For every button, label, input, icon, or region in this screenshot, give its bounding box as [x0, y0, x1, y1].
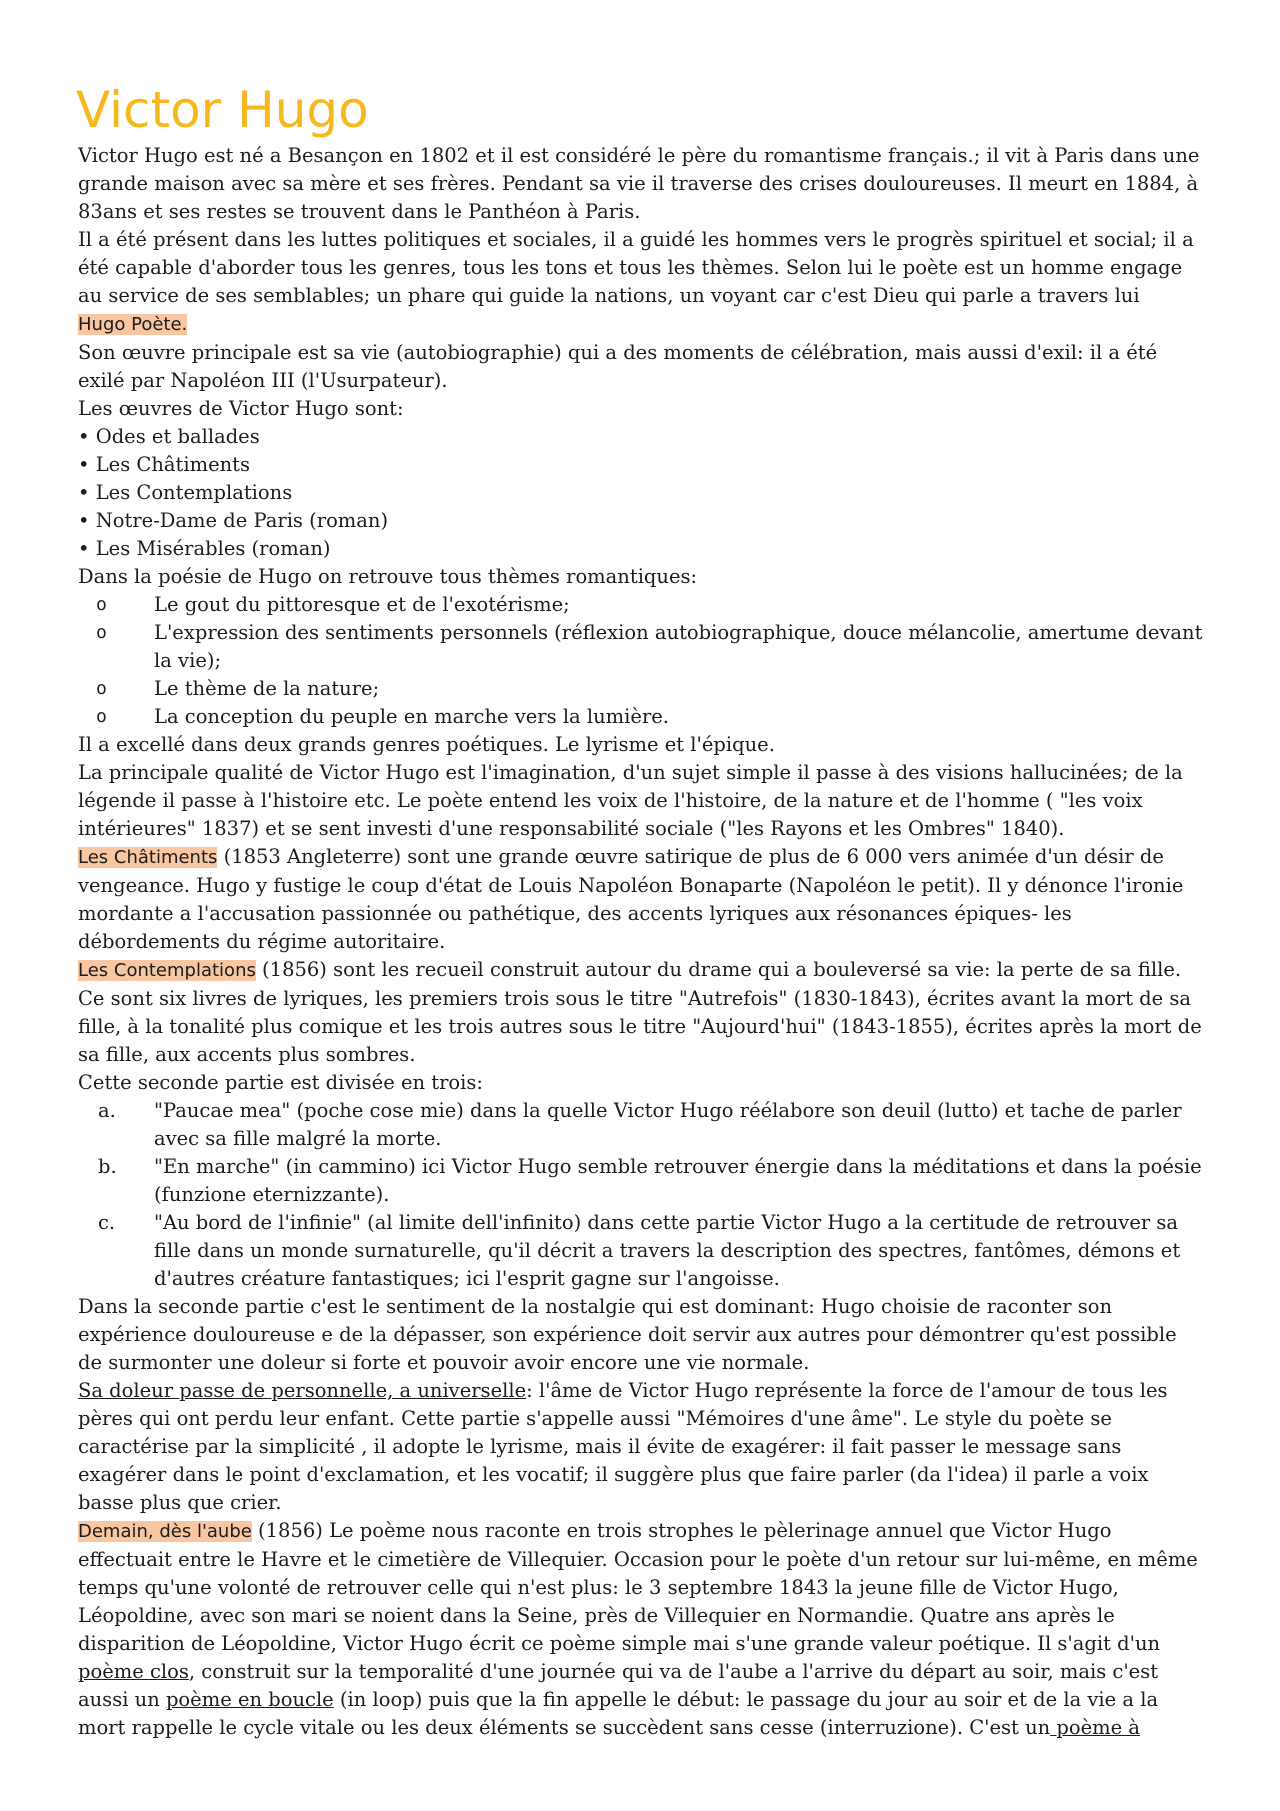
list-item: • Les Misérables (roman) — [78, 535, 1206, 563]
list-item: • Les Contemplations — [78, 479, 1206, 507]
list-item: o La conception du peuple en marche vers la lumière. — [136, 703, 1206, 731]
underlined-phrase: Sa doleur passe de personnelle, a universelle — [78, 1379, 527, 1402]
list-marker: a. — [98, 1099, 116, 1122]
imagination-paragraph: La principale qualité de Victor Hugo est l'imagination, d'un sujet simple il passe à des visions hallucinées; de la légende il passe à l'histoire etc. Le poète entend les voix de l'histoire, de la nature et de l'homme ( "les voix intérieures" 1837) et se sent investi d'une responsabilité sociale ("les Rayons et les Ombres" 1840). — [78, 761, 1183, 840]
list-item: • Notre-Dame de Paris (roman) — [78, 507, 1206, 535]
list-item — [98, 1209, 1206, 1293]
contemplations-paragraph — [78, 956, 1206, 1069]
hugo-poete-paragraph: Son œuvre principale est sa vie (autobiographie) qui a des moments de célébration, mais aussi d'exil: il a été exilé par Napoléon III (l'Usurpateur). — [78, 341, 1158, 392]
intro-paragraph-2: Il a été présent dans les luttes politiques et sociales, il a guidé les hommes vers le progrès spirituel et social; il a été capable d'aborder tous les genres, tous les tons et tous les thèmes. Selon lui le poète est un homme engage au service de ses semblables; un phare qui guide la nations, un voyant car c'est Dieu qui parle a travers lui — [78, 228, 1194, 307]
intro-paragraph-1: Victor Hugo est né a Besançon en 1802 et il est considéré le père du romantisme français.; il vit à Paris dans une grande maison avec sa mère et ses frères. Pendant sa vie il traverse des crises douloureuses. Il meurt en 1884, à 83ans et ses restes se trouvent dans le Panthéon à Paris. — [78, 144, 1200, 223]
demain-text-1: (1856) Le poème nous raconte en trois strophes le pèlerinage annuel que Victor Hugo effectuait entre le Havre et le cimetière de Villequier. Occasion pour le poète d'un retour sur lui-même, en même temps qu'une volonté de retrouver celle qui n'est plus: le 3 septembre 1843 la jeune fille de Victor Hugo, Léopoldine, avec son mari se noient dans la Seine, près de Villequier en Normandie. Quatre ans après le disparition de Léopoldine, Victor Hugo écrit ce poème simple mai s'une grande valeur poétique. Il s'agit d'un — [78, 1519, 1198, 1655]
parts-list — [78, 1097, 1206, 1293]
works-intro: Les œuvres de Victor Hugo sont: — [78, 397, 404, 420]
list-item: o Le gout du pittoresque et de l'exotérisme; — [136, 591, 1206, 619]
chatiments-text: (1853 Angleterre) sont une grande œuvre satirique de plus de 6 000 vers animée d'un désir de vengeance. Hugo y fustige le coup d'état de Louis Napoléon Bonaparte (Napoléon le petit). Il y dénonce l'ironie mordante a l'accusation passionnée ou pathétique, des accents lyriques aux résonances épiques- les débordements du régime autoritaire. — [78, 845, 1184, 953]
parts-intro: Cette seconde partie est divisée en trois: — [78, 1071, 483, 1094]
themes-intro: Dans la poésie de Hugo on retrouve tous thèmes romantiques: — [78, 565, 698, 588]
list-item-text: "Au bord de l'infinie" (al limite dell'infinito) dans cette partie Victor Hugo a la certitude de retrouver sa fille dans un monde surnaturelle, qu'il décrit a travers la description des spectres, fantômes, démons et d'autres créature fantastiques; ici l'esprit gagne sur l'angoisse. — [154, 1211, 1181, 1290]
demain-text-2: , construit sur la temporalité d'une journée qui va de l'aube a l'arrive du départ au soir, mais c'est aussi un — [78, 1660, 1159, 1711]
themes-list — [78, 591, 1206, 731]
list-item-text: "Paucae mea" (poche cose mie) dans la quelle Victor Hugo réélabore son deuil (lutto) et tache de parler avec sa fille malgré la morte. — [154, 1099, 1182, 1150]
list-item: o Le thème de la nature; — [136, 675, 1206, 703]
demain-text-3: (in loop) puis que la fin appelle le début: le passage du jour au soir et de la vie a la mort rappelle le cycle vitale ou les deux éléments se succèdent sans cesse (interruzione). C'est un — [78, 1688, 1159, 1739]
works-list — [78, 423, 1206, 563]
douleur-text: : l'âme de Victor Hugo représente la force de l'amour de tous les pères qui ont perdu leur enfant. Cette partie s'appelle aussi "Mémoires d'une âme". Le style du poète se caractérise par la simplicité , il adopte le lyrisme, mais il évite de exagérer: il fait passer le message sans exagérer dans le point d'exclamation, et les vocatif; il suggère plus que faire parler (da l'idea) il parle a voix basse plus que crier. — [78, 1379, 1168, 1514]
list-item — [98, 1153, 1206, 1209]
section-heading-contemplations: Les Contemplations — [78, 960, 256, 981]
list-item: o L'expression des sentiments personnels (réflexion autobiographique, douce mélancolie, amertume devant la vie); — [136, 619, 1206, 675]
list-item: • Les Châtiments — [78, 451, 1206, 479]
list-marker: b. — [98, 1155, 117, 1178]
list-item — [98, 1097, 1206, 1153]
list-item: • Odes et ballades — [78, 423, 1206, 451]
list-marker: c. — [98, 1211, 116, 1234]
hugo-poete-heading — [78, 310, 1206, 339]
underlined-phrase: poème à — [1050, 1716, 1141, 1739]
underlined-phrase: poème en boucle — [165, 1688, 334, 1711]
underlined-phrase: poème clos — [78, 1660, 189, 1683]
genres-paragraph: Il a excellé dans deux grands genres poétiques. Le lyrisme et l'épique. — [78, 733, 775, 756]
contemplations-text: (1856) sont les recueil construit autour du drame qui a bouleversé sa vie: la perte de sa fille. Ce sont six livres de lyriques, les premiers trois sous le titre "Autrefois" (1830-1843), écrites avant la mort de sa fille, à la tonalité plus comique et les trois autres sous le titre "Aujourd'hui" (1843-1855), écrites après la mort de sa fille, aux accents plus sombres. — [78, 958, 1202, 1066]
page-title: Victor Hugo — [76, 81, 369, 139]
nostalgie-paragraph: Dans la seconde partie c'est le sentiment de la nostalgie qui est dominant: Hugo choisie de raconter son expérience douloureuse e de la dépasser, son expérience doit servir aux autres pour démontrer qu'est possible de surmonter une doleur si forte et pouvoir avoir encore une vie normale. — [78, 1295, 1177, 1374]
demain-paragraph — [78, 1517, 1206, 1742]
document-page — [78, 80, 1206, 1742]
list-item-text: "En marche" (in cammino) ici Victor Hugo semble retrouver énergie dans la méditations et dans la poésie (funzione eternizzante). — [154, 1155, 1202, 1206]
section-heading-chatiments: Les Châtiments — [78, 847, 218, 868]
douleur-paragraph — [78, 1377, 1206, 1517]
chatiments-paragraph — [78, 843, 1206, 956]
section-heading-demain: Demain, dès l'aube — [78, 1521, 252, 1542]
section-heading-hugo-poete: Hugo Poète. — [78, 314, 188, 335]
